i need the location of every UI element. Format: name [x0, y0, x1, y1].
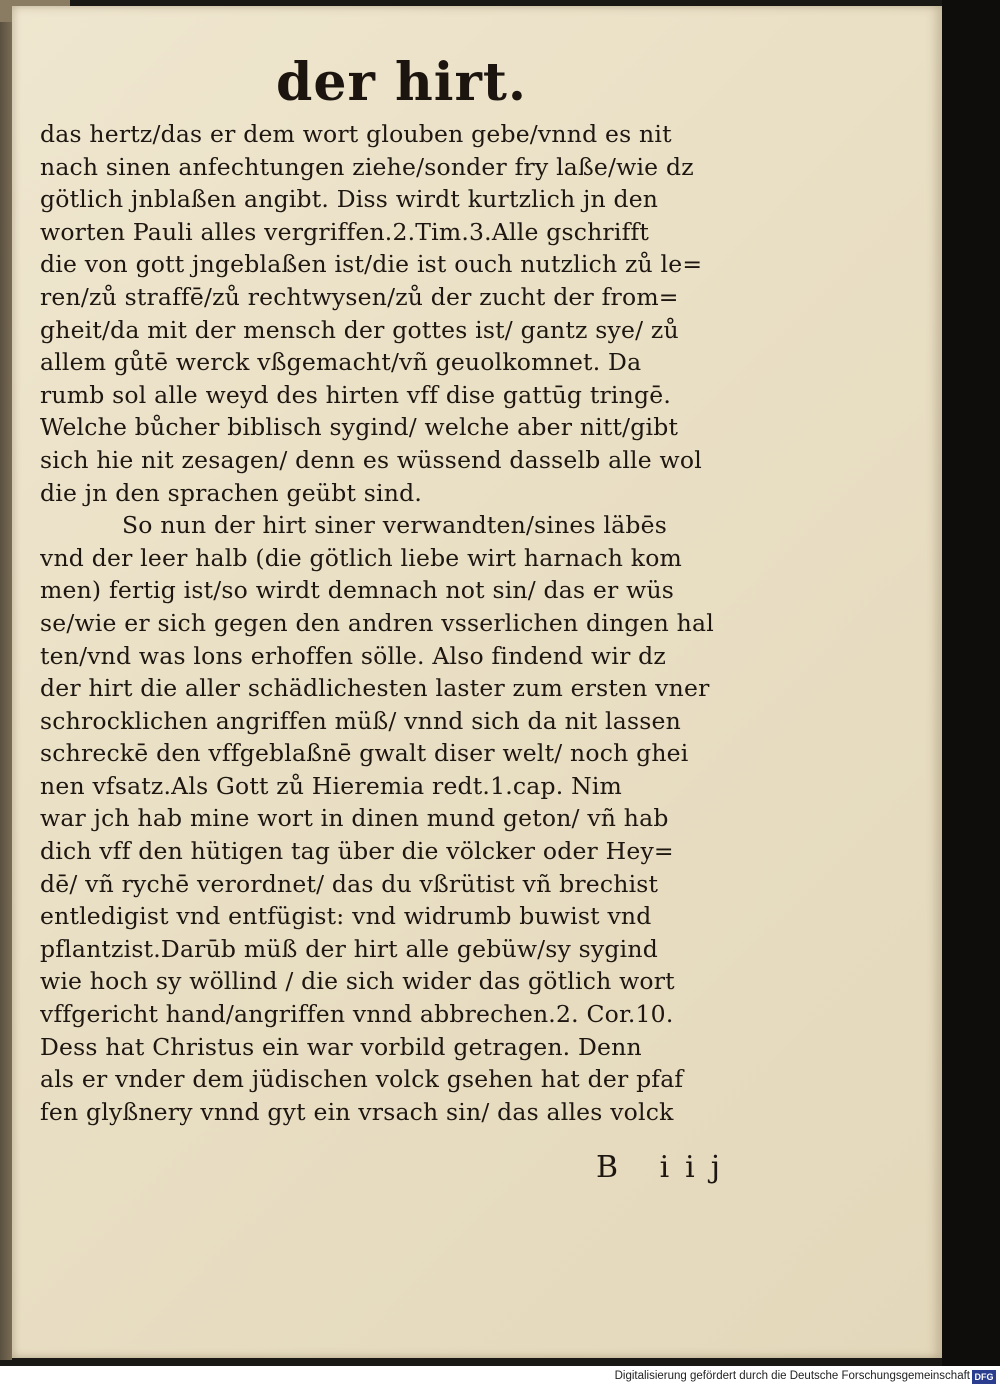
- text-line: allem gůtē werck vßgemacht/vñ geuolkomnet. Da: [40, 348, 642, 377]
- text-line: war jch hab mine wort in dinen mund geton/ vñ hab: [40, 804, 669, 833]
- footer-credit: Digitalisierung gefördert durch die Deutsche Forschungsgemeinschaft: [614, 1370, 970, 1382]
- text-line: die von gott jngeblaßen ist/die ist ouch nutzlich zů le=: [40, 250, 703, 279]
- text-line: schreckē den vffgeblaßnē gwalt diser welt/ noch ghei: [40, 739, 689, 768]
- dfg-logo: DFG: [972, 1370, 996, 1384]
- text-line: wie hoch sy wöllind / die sich wider das götlich wort: [40, 967, 675, 996]
- text-line: sich hie nit zesagen/ denn es wüssend dasselb alle wol: [40, 445, 702, 474]
- text-line: gheit/da mit der mensch der gottes ist/ gantz sye/ zů: [40, 315, 679, 344]
- text-line: der hirt die aller schädlichesten laster zum ersten vner: [40, 674, 710, 703]
- text-line: se/wie er sich gegen den andren vsserlichen dingen hal: [40, 608, 714, 637]
- text-line: götlich jnblaßen angibt. Diss wirdt kurtzlich jn den: [40, 185, 659, 214]
- text-line: als er vnder dem jüdischen volck gsehen hat der pfaf: [40, 1065, 684, 1094]
- text-line: men) fertig ist/so wirdt demnach not sin/ das er wüs: [40, 576, 675, 605]
- text-line: nen vfsatz.Als Gott zů Hieremia redt.1.cap. Nim: [40, 771, 623, 800]
- book-spine-edge: [0, 0, 12, 1360]
- page-text: [40, 118, 752, 1128]
- text-line: vnd der leer halb (die götlich liebe wirt harnach kom: [40, 543, 683, 572]
- text-line: entledigist vnd entfügist: vnd widrumb buwist vnd: [40, 902, 652, 931]
- text-line: dē/ vñ rychē verordnet/ das du vßrütist vñ brechist: [40, 869, 659, 898]
- text-line: ren/zů straffē/zů rechtwysen/zů der zucht der from=: [40, 282, 679, 311]
- text-line: Welche bůcher biblisch sygind/ welche aber nitt/gibt: [40, 413, 679, 442]
- text-line: dich vff den hütigen tag über die völcker oder Hey=: [40, 837, 674, 866]
- text-line: So nun der hirt siner verwandten/sines läbēs: [122, 511, 667, 540]
- text-line: schrocklichen angriffen müß/ vnnd sich da nit lassen: [40, 706, 681, 735]
- running-head: der hirt.: [276, 52, 528, 113]
- signature-mark: B iij: [596, 1150, 737, 1185]
- text-line: nach sinen anfechtungen ziehe/sonder fry laße/wie dz: [40, 152, 694, 181]
- text-line: vffgericht hand/angriffen vnnd abbrechen.2. Cor.10.: [40, 1000, 674, 1029]
- text-line: ten/vnd was lons erhoffen sölle. Also findend wir dz: [40, 641, 667, 670]
- text-line: pflantzist.Darūb müß der hirt alle gebüw/sy sygind: [40, 934, 658, 963]
- text-line: Dess hat Christus ein war vorbild getragen. Denn: [40, 1032, 642, 1061]
- text-line: worten Pauli alles vergriffen.2.Tim.3.Alle gschrifft: [40, 217, 650, 246]
- text-line: rumb sol alle weyd des hirten vff dise gattūg tringē.: [40, 380, 671, 409]
- text-line: die jn den sprachen geübt sind.: [40, 478, 423, 507]
- text-line: das hertz/das er dem wort glouben gebe/vnnd es nit: [40, 120, 672, 148]
- footer-bar: [0, 1366, 1000, 1388]
- text-line: fen glyßnery vnnd gyt ein vrsach sin/ das alles volck: [40, 1097, 674, 1126]
- scan-right-border: [942, 0, 1000, 1366]
